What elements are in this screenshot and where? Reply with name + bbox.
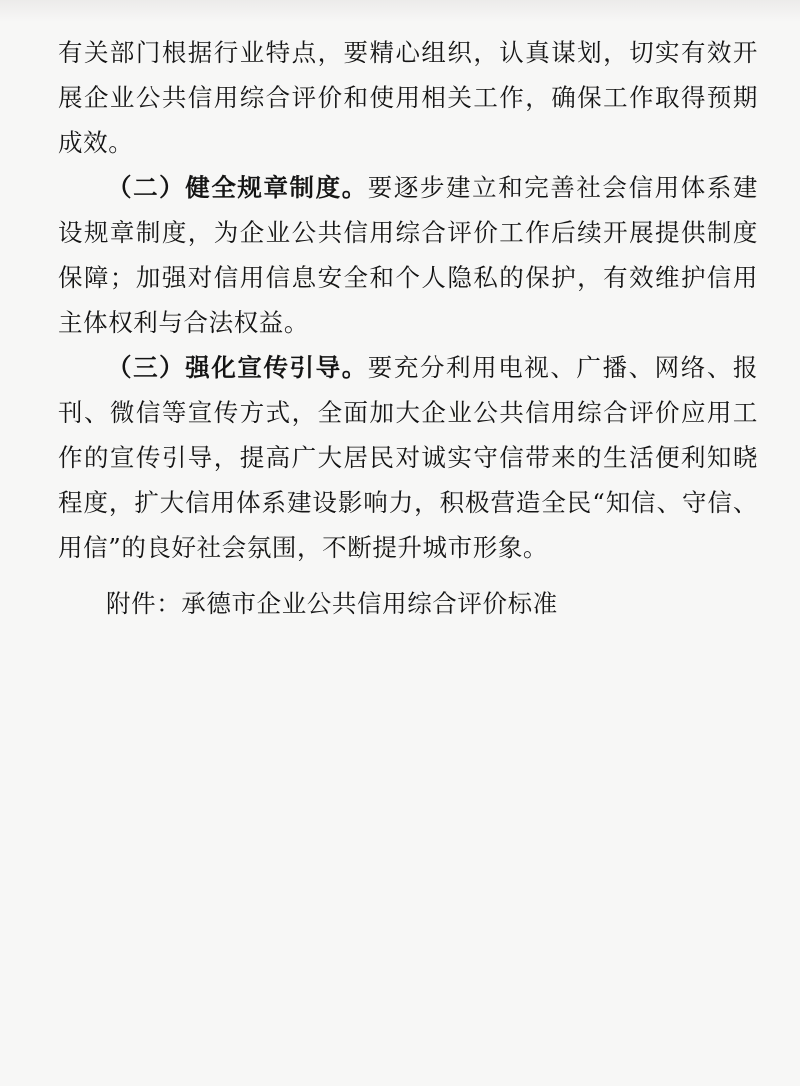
paragraph-regulations xyxy=(58,165,758,345)
paragraph-continuation: 有关部门根据行业特点，要精心组织，认真谋划，切实有效开展企业公共信用综合评价和使用相关工作，确保工作取得预期成效。 xyxy=(58,38,758,157)
document-body xyxy=(58,30,758,570)
section-body-publicity: 要充分利用电视、广播、网络、报刊、微信等宣传方式，全面加大企业公共信用综合评价应用工作的宣传引导，提高广大居民对诚实守信带来的生活便利知晓程度，扩大信用体系建设影响力，积极营造全民“知信、守信、用信”的良好社会氛围，不断提升城市形象。 xyxy=(58,353,759,562)
section-heading-publicity: （三）强化宣传引导。 xyxy=(107,353,368,382)
paragraph-publicity xyxy=(58,345,758,570)
scan-edge-shadow xyxy=(0,0,800,22)
section-heading-regulations: （二）健全规章制度。 xyxy=(107,173,368,202)
section-body-regulations: 要逐步建立和完善社会信用体系建设规章制度，为企业公共信用综合评价工作后续开展提供制度保障；加强对信用信息安全和个人隐私的保护，有效维护信用主体权利与合法权益。 xyxy=(58,173,759,337)
attachment-line: 附件：承德市企业公共信用综合评价标准 xyxy=(106,589,558,618)
